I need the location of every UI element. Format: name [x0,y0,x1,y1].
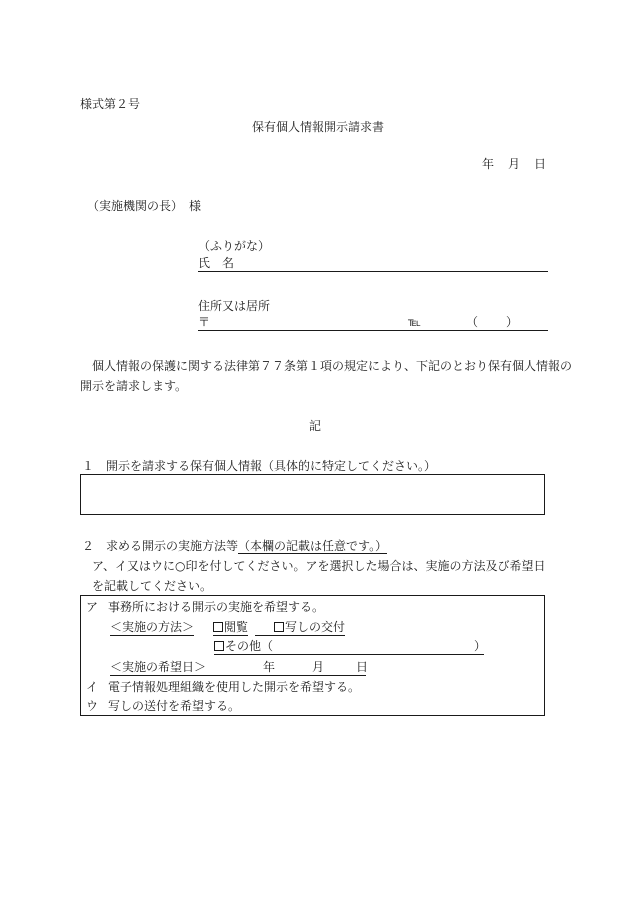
date-day: 日 [534,157,547,171]
option-i-text: 電子情報処理組織を使用した開示を希望する。 [108,680,361,694]
section-2-heading [82,538,387,554]
date-line [482,156,546,172]
ki-heading: 記 [309,419,322,433]
date-year: 年 [482,157,495,171]
option-i[interactable] [86,679,360,695]
desired-date-row[interactable] [110,659,369,676]
method-other-label: その他（ [225,639,274,653]
option-a-text: 事務所における開示の実施を希望する。 [108,600,325,614]
method-label: ＜実施の方法＞ [110,620,195,634]
method-copy-option[interactable] [255,619,345,636]
name-label: 氏 名 [198,256,235,270]
copy-checkbox[interactable] [274,622,284,632]
section-2-note: （本欄の記載は任意です。） [238,539,388,553]
instruction-line-2: を記載してください。 [92,579,213,593]
tel-paren-open: （ [466,315,479,329]
instruction-line-1: ア、イ又はウに○印を付してください。アを選択した場合は、実施の方法及び希望日 [92,559,546,573]
section-1-heading [82,458,436,474]
desired-year: 年 [263,660,276,674]
option-u-mark: ウ [86,699,99,713]
name-field[interactable] [198,255,548,272]
method-other-close: ） [473,639,486,653]
intro-line-2: 開示を請求します。 [80,379,188,393]
section-2-title: 求める開示の実施方法等 [106,539,239,553]
method-copy-label: 写しの交付 [284,620,345,634]
address-field[interactable] [198,314,548,331]
document-title: 保有個人情報開示請求書 [252,120,385,134]
desired-month: 月 [312,660,325,674]
intro-line-1: 個人情報の保護に関する法律第７７条第１項の規定により、下記のとおり保有個人情報の [92,359,573,373]
option-i-mark: イ [86,680,99,694]
addressee: （実施機関の長） 様 [87,199,202,213]
section-2-number: ２ [82,539,95,553]
postal-mark: 〒 [198,315,211,329]
desired-day: 日 [356,660,369,674]
section-2-box [80,595,545,716]
option-a-mark: ア [86,600,99,614]
tel-mark: ℡ [408,315,421,329]
other-checkbox[interactable] [214,641,224,651]
section-1-title: 開示を請求する保有個人情報（具体的に特定してください。） [106,459,437,473]
method-view-label: 閲覧 [224,620,249,634]
section-1-input-box[interactable] [80,474,545,515]
address-label: 住所又は居所 [198,299,271,313]
date-label: ＜実施の希望日＞ [110,660,207,674]
view-checkbox[interactable] [213,622,223,632]
option-u[interactable] [86,698,240,714]
tel-paren-close: ） [506,315,519,329]
option-u-text: 写しの送付を希望する。 [108,699,241,713]
method-view-option[interactable] [213,619,248,636]
furigana-label: （ふりがな） [198,239,271,253]
option-a[interactable] [86,599,324,615]
method-other-option[interactable] [214,638,484,655]
section-1-number: １ [82,459,95,473]
date-month: 月 [508,157,521,171]
form-number: 様式第２号 [80,97,141,111]
